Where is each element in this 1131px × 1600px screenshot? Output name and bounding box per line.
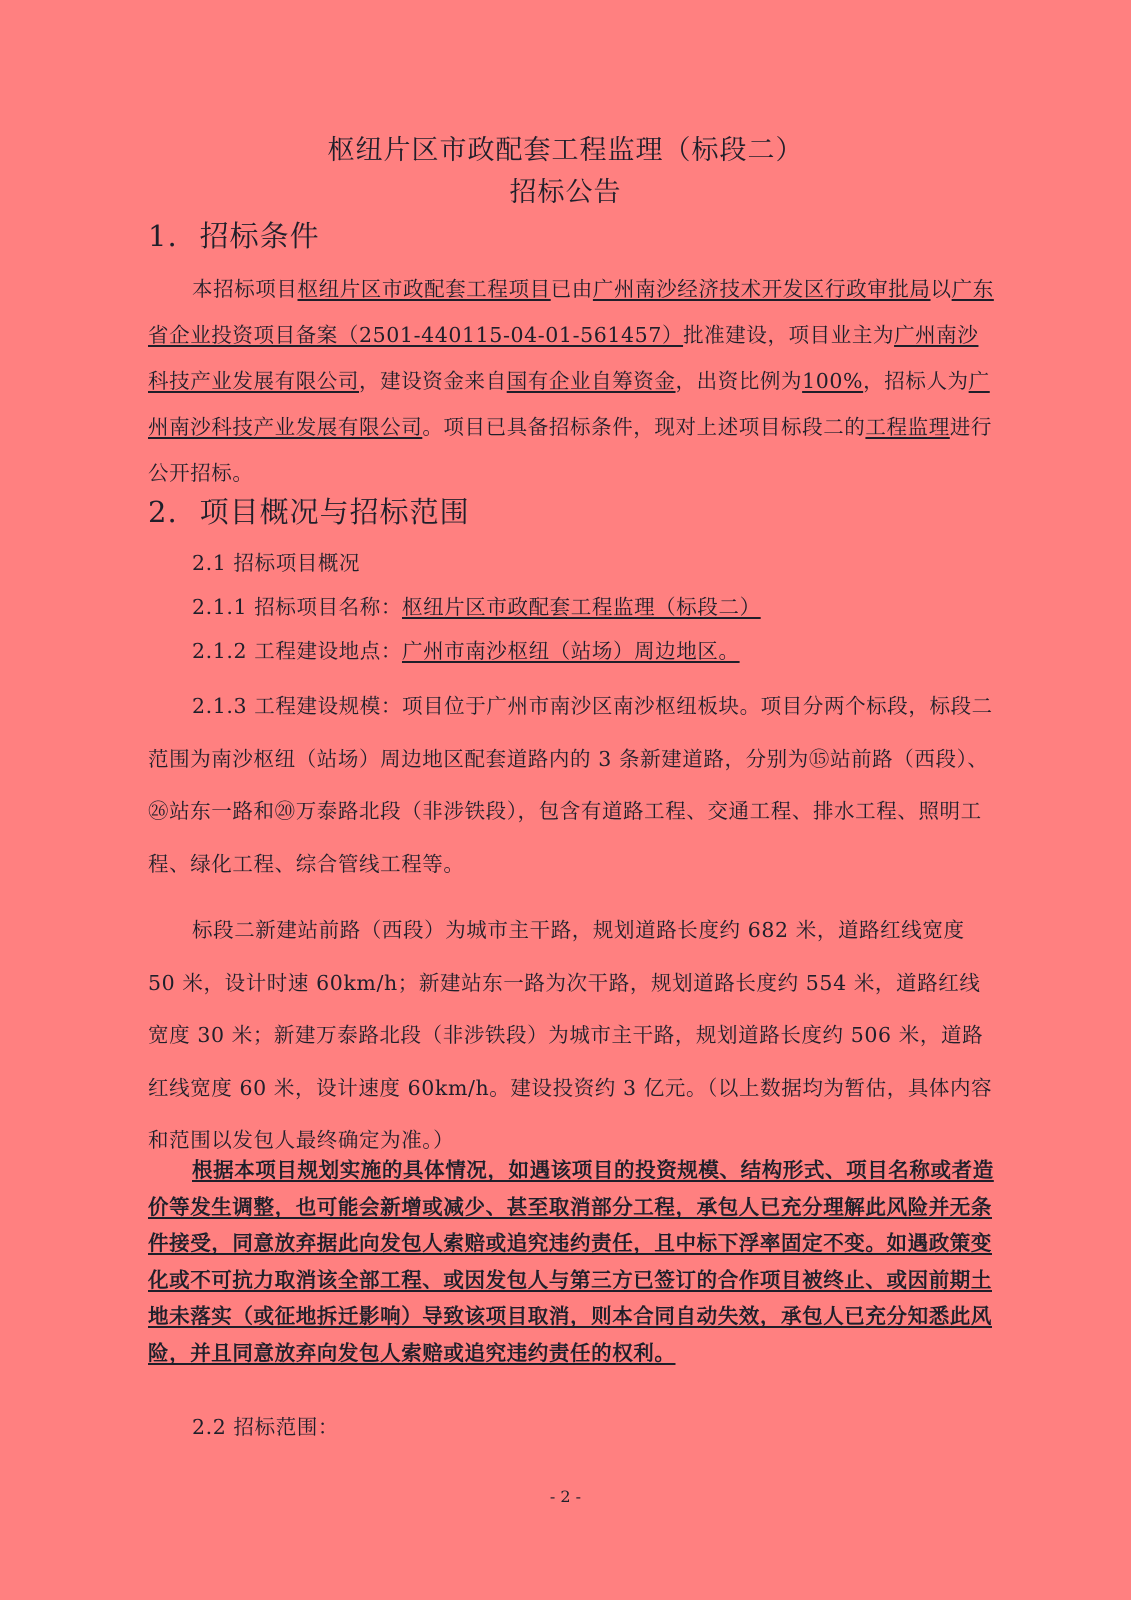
underlined-field: 广州南沙经济技术开发区行政审批局 <box>592 277 931 301</box>
risk-notice-paragraph <box>148 1152 998 1371</box>
paragraph-text: ，出资比例为 <box>675 369 803 393</box>
section-2-number: 2. <box>148 495 178 529</box>
project-name-value: 枢纽片区市政配套工程监理（标段二） <box>401 595 761 619</box>
paragraph-text: 以 <box>930 277 952 301</box>
location-value: 广州市南沙枢纽（站场）周边地区。 <box>401 639 740 663</box>
subsection-2-1-1 <box>148 590 1042 620</box>
risk-notice-text: 根据本项目规划实施的具体情况，如遇该项目的投资规模、结构形式、项目名称或者造价等发生调整，也可能会新增或减少、甚至取消部分工程，承包人已充分理解此风险并无条件接受，同意放弃据此向发包人索赔或追究违约责任，且中标下浮率固定不变。如遇政策变化或不可抗力取消该全部工程、或因发包人与第三方已签订的合作项目被终止、或因前期土地未落实（或征地拆迁影响）导致该项目取消，则本合同自动失效，承包人已充分知悉此风险，并且同意放弃向发包人索赔或追究违约责任的权利。 <box>148 1158 994 1365</box>
section-1-heading <box>148 214 320 255</box>
underlined-field: 工程监理 <box>865 415 950 439</box>
paragraph-text: 已由 <box>550 277 593 301</box>
paragraph-text: ，招标人为 <box>863 369 969 393</box>
project-name-label: 2.1.1 招标项目名称： <box>192 595 402 619</box>
road-details-paragraph <box>148 904 998 1167</box>
page-number: - 2 - <box>549 1487 582 1506</box>
subsection-2-1-2 <box>148 634 1042 664</box>
paragraph-text: 批准建设，项目业主为 <box>683 323 895 347</box>
section-2-heading <box>148 490 470 531</box>
document-subtitle: 招标公告 <box>509 177 622 208</box>
underlined-field: 广东省企业投资项目备案（2501-440115-04-01-561457） <box>148 277 994 347</box>
subsection-2-1-3 <box>148 680 998 890</box>
section-2-title: 项目概况与招标范围 <box>199 495 470 529</box>
underlined-field: 枢纽片区市政配套工程项目 <box>297 277 551 301</box>
location-label: 2.1.2 工程建设地点： <box>192 639 402 663</box>
road-details-text: 标段二新建站前路（西段）为城市主干路，规划道路长度约 682 米，道路红线宽度 50 米，设计时速 60km/h；新建站东一路为次干路，规划道路长度约 554 米，道路红线宽度 30 米；新建万泰路北段（非涉铁段）为城市主干路，规划道路长度约 506 米，道路红线宽度 60 米，设计速度 60km/h。建设投资约 3 亿元。（以上数据均为暂估，具体内容和范围以发包人最终确定为准。） <box>148 918 993 1152</box>
subsection-2-2: 2.2 招标范围： <box>192 1415 340 1439</box>
paragraph-text: 本招标项目 <box>192 277 298 301</box>
paragraph-text: 。项目已具备招标条件，现对上述项目标段二的 <box>422 415 866 439</box>
section-1-title: 招标条件 <box>199 219 320 253</box>
document-title: 枢纽片区市政配套工程监理（标段二） <box>327 135 804 166</box>
underlined-field: 国有企业自筹资金 <box>506 369 676 393</box>
section-1-number: 1. <box>148 219 178 253</box>
underlined-field: 广州南沙科技产业发展有限公司 <box>148 323 979 393</box>
scale-text: 2.1.3 工程建设规模：项目位于广州市南沙区南沙枢纽板块。项目分两个标段，标段二范围为南沙枢纽（站场）周边地区配套道路内的 3 条新建道路，分别为⑮站前路（西段）、㉖站东一路和⑳万泰路北段（非涉铁段），包含有道路工程、交通工程、排水工程、照明工程、绿化工程、综合管线工程等。 <box>148 694 993 876</box>
underlined-field: 100% <box>802 369 864 393</box>
section-1-paragraph <box>148 266 998 496</box>
paragraph-text: 进行公开招标。 <box>148 415 993 485</box>
paragraph-text: ，建设资金来自 <box>359 369 507 393</box>
subsection-2-1: 2.1 招标项目概况 <box>192 551 361 575</box>
underlined-field: 广州南沙科技产业发展有限公司 <box>148 369 990 439</box>
